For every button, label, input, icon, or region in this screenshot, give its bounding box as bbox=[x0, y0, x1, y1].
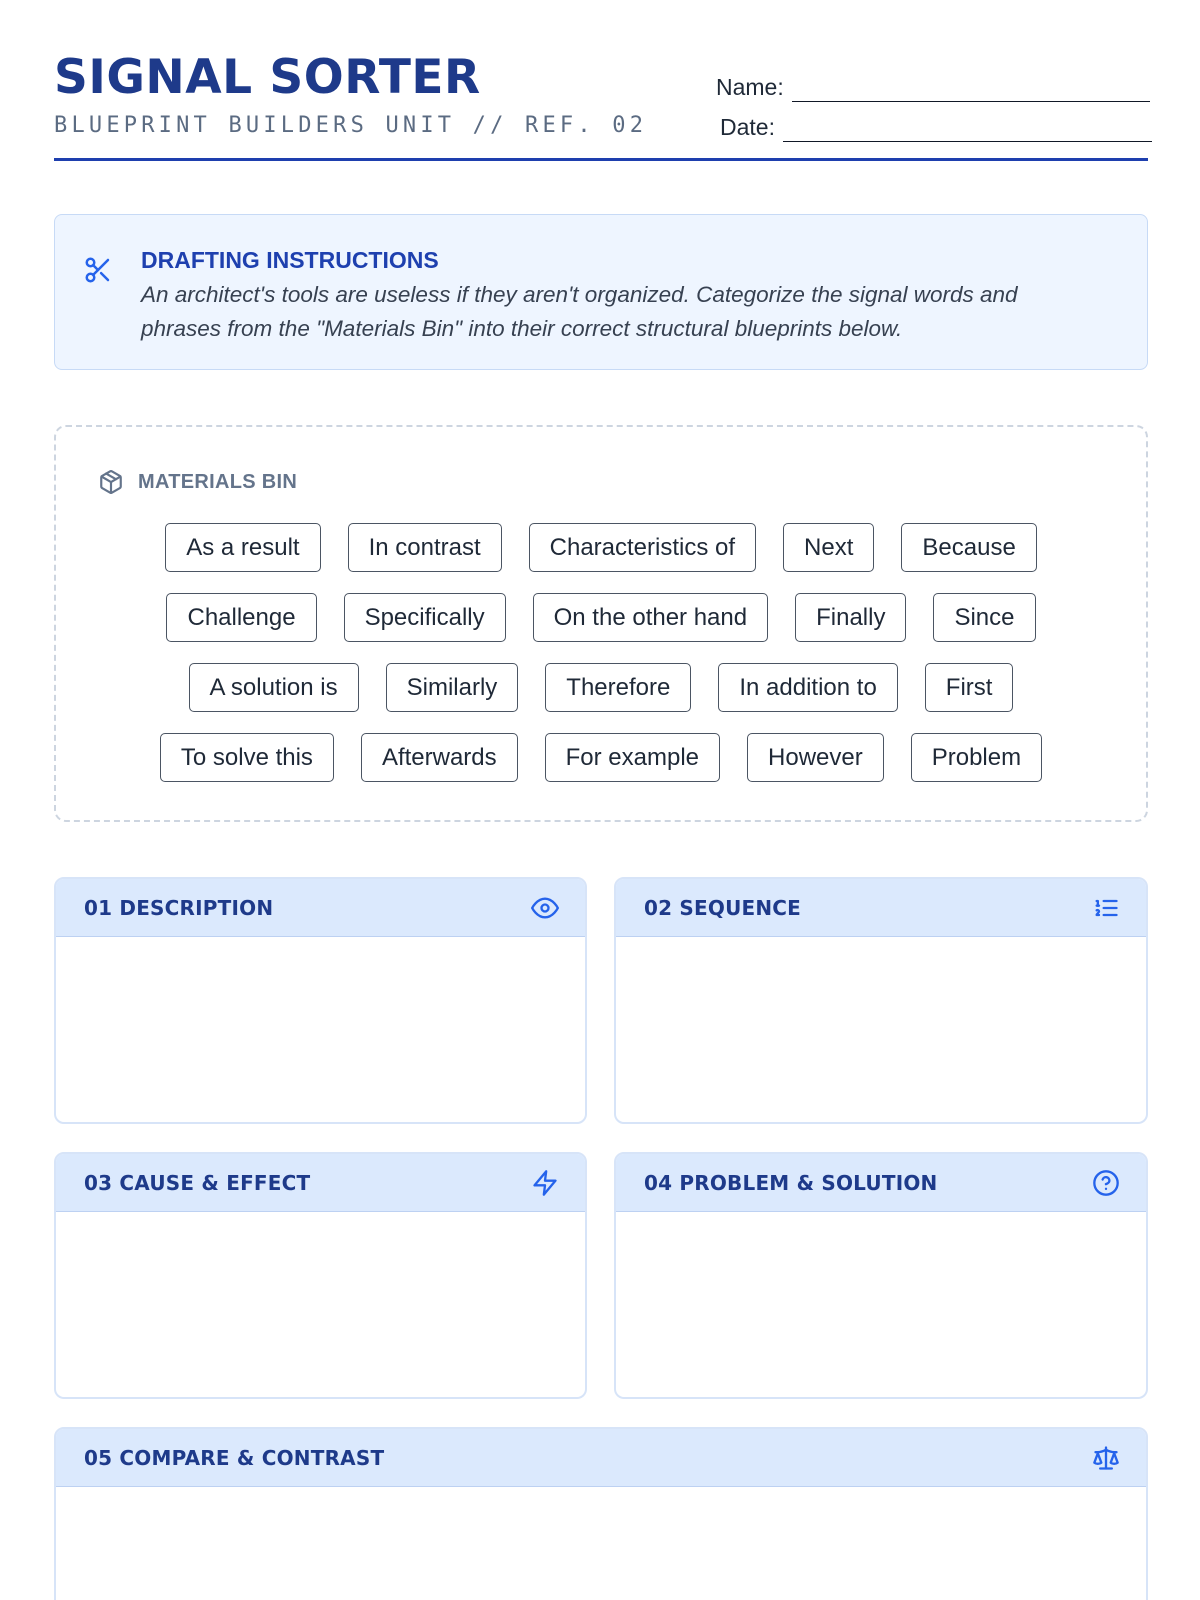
date-label: Date: bbox=[720, 114, 775, 140]
zone-header bbox=[56, 879, 585, 937]
zone-title: 04 PROBLEM & SOLUTION bbox=[644, 1170, 938, 1195]
zone-title: 02 SEQUENCE bbox=[644, 895, 802, 920]
zone-description[interactable] bbox=[54, 877, 587, 1124]
signal-chip[interactable]: To solve this bbox=[160, 733, 334, 782]
chip-row bbox=[56, 663, 1146, 712]
question-circle-icon bbox=[1092, 1169, 1120, 1197]
zone-drop-area[interactable] bbox=[616, 937, 1146, 1124]
signal-chip[interactable]: For example bbox=[545, 733, 720, 782]
zone-title: 01 DESCRIPTION bbox=[84, 895, 274, 920]
worksheet-header bbox=[54, 0, 1148, 161]
materials-bin bbox=[54, 425, 1148, 822]
zone-title: 05 COMPARE & CONTRAST bbox=[84, 1445, 385, 1470]
date-field[interactable] bbox=[720, 112, 1152, 142]
package-box-icon bbox=[98, 469, 124, 495]
signal-chip[interactable]: Since bbox=[933, 593, 1035, 642]
name-line[interactable] bbox=[792, 80, 1150, 102]
zone-header bbox=[616, 1154, 1146, 1212]
chip-row bbox=[56, 733, 1146, 782]
instructions-text: An architect's tools are useless if they aren't organized. Categorize the signal words and phrases from the "Materials Bin" into their correct structural blueprints below. bbox=[141, 282, 1018, 341]
name-label: Name: bbox=[716, 74, 784, 100]
signal-chip[interactable]: First bbox=[925, 663, 1014, 712]
zone-drop-area[interactable] bbox=[616, 1212, 1146, 1399]
signal-chip[interactable]: Specifically bbox=[344, 593, 506, 642]
signal-chip[interactable]: A solution is bbox=[189, 663, 359, 712]
balance-scale-icon bbox=[1092, 1444, 1120, 1472]
signal-chip[interactable]: Next bbox=[783, 523, 874, 572]
page-subtitle: BLUEPRINT BUILDERS UNIT // REF. 02 bbox=[54, 113, 648, 138]
signal-chip[interactable]: Finally bbox=[795, 593, 906, 642]
scissors-icon bbox=[83, 255, 113, 285]
signal-word-chips bbox=[56, 523, 1146, 803]
zone-title: 03 CAUSE & EFFECT bbox=[84, 1170, 311, 1195]
zone-cause-effect[interactable] bbox=[54, 1152, 587, 1399]
chip-row bbox=[56, 593, 1146, 642]
zone-compare-contrast[interactable] bbox=[54, 1427, 1148, 1600]
zone-problem-solution[interactable] bbox=[614, 1152, 1148, 1399]
zone-header bbox=[616, 879, 1146, 937]
numbered-list-icon bbox=[1092, 894, 1120, 922]
signal-chip[interactable]: As a result bbox=[165, 523, 320, 572]
lightning-icon bbox=[531, 1169, 559, 1197]
signal-chip[interactable]: However bbox=[747, 733, 884, 782]
signal-chip[interactable]: In contrast bbox=[348, 523, 502, 572]
signal-chip[interactable]: Characteristics of bbox=[529, 523, 756, 572]
signal-chip[interactable]: Challenge bbox=[166, 593, 316, 642]
signal-chip[interactable]: On the other hand bbox=[533, 593, 768, 642]
materials-bin-label: MATERIALS BIN bbox=[138, 470, 298, 493]
signal-chip[interactable]: Because bbox=[901, 523, 1036, 572]
zone-sequence[interactable] bbox=[614, 877, 1148, 1124]
zone-drop-area[interactable] bbox=[56, 1212, 585, 1399]
zone-drop-area[interactable] bbox=[56, 937, 585, 1124]
instructions-panel bbox=[54, 214, 1148, 370]
zone-header bbox=[56, 1429, 1146, 1487]
zone-drop-area[interactable] bbox=[56, 1487, 1146, 1600]
instructions-title: DRAFTING INSTRUCTIONS bbox=[141, 247, 439, 273]
signal-chip[interactable]: In addition to bbox=[718, 663, 897, 712]
chip-row bbox=[56, 523, 1146, 572]
signal-chip[interactable]: Therefore bbox=[545, 663, 691, 712]
eye-icon bbox=[531, 894, 559, 922]
signal-chip[interactable]: Problem bbox=[911, 733, 1042, 782]
zone-header bbox=[56, 1154, 585, 1212]
name-field[interactable] bbox=[716, 72, 1150, 102]
signal-chip[interactable]: Afterwards bbox=[361, 733, 518, 782]
date-line[interactable] bbox=[783, 120, 1152, 142]
page-title: SIGNAL SORTER bbox=[54, 50, 481, 105]
signal-chip[interactable]: Similarly bbox=[386, 663, 519, 712]
materials-bin-header bbox=[98, 469, 297, 495]
